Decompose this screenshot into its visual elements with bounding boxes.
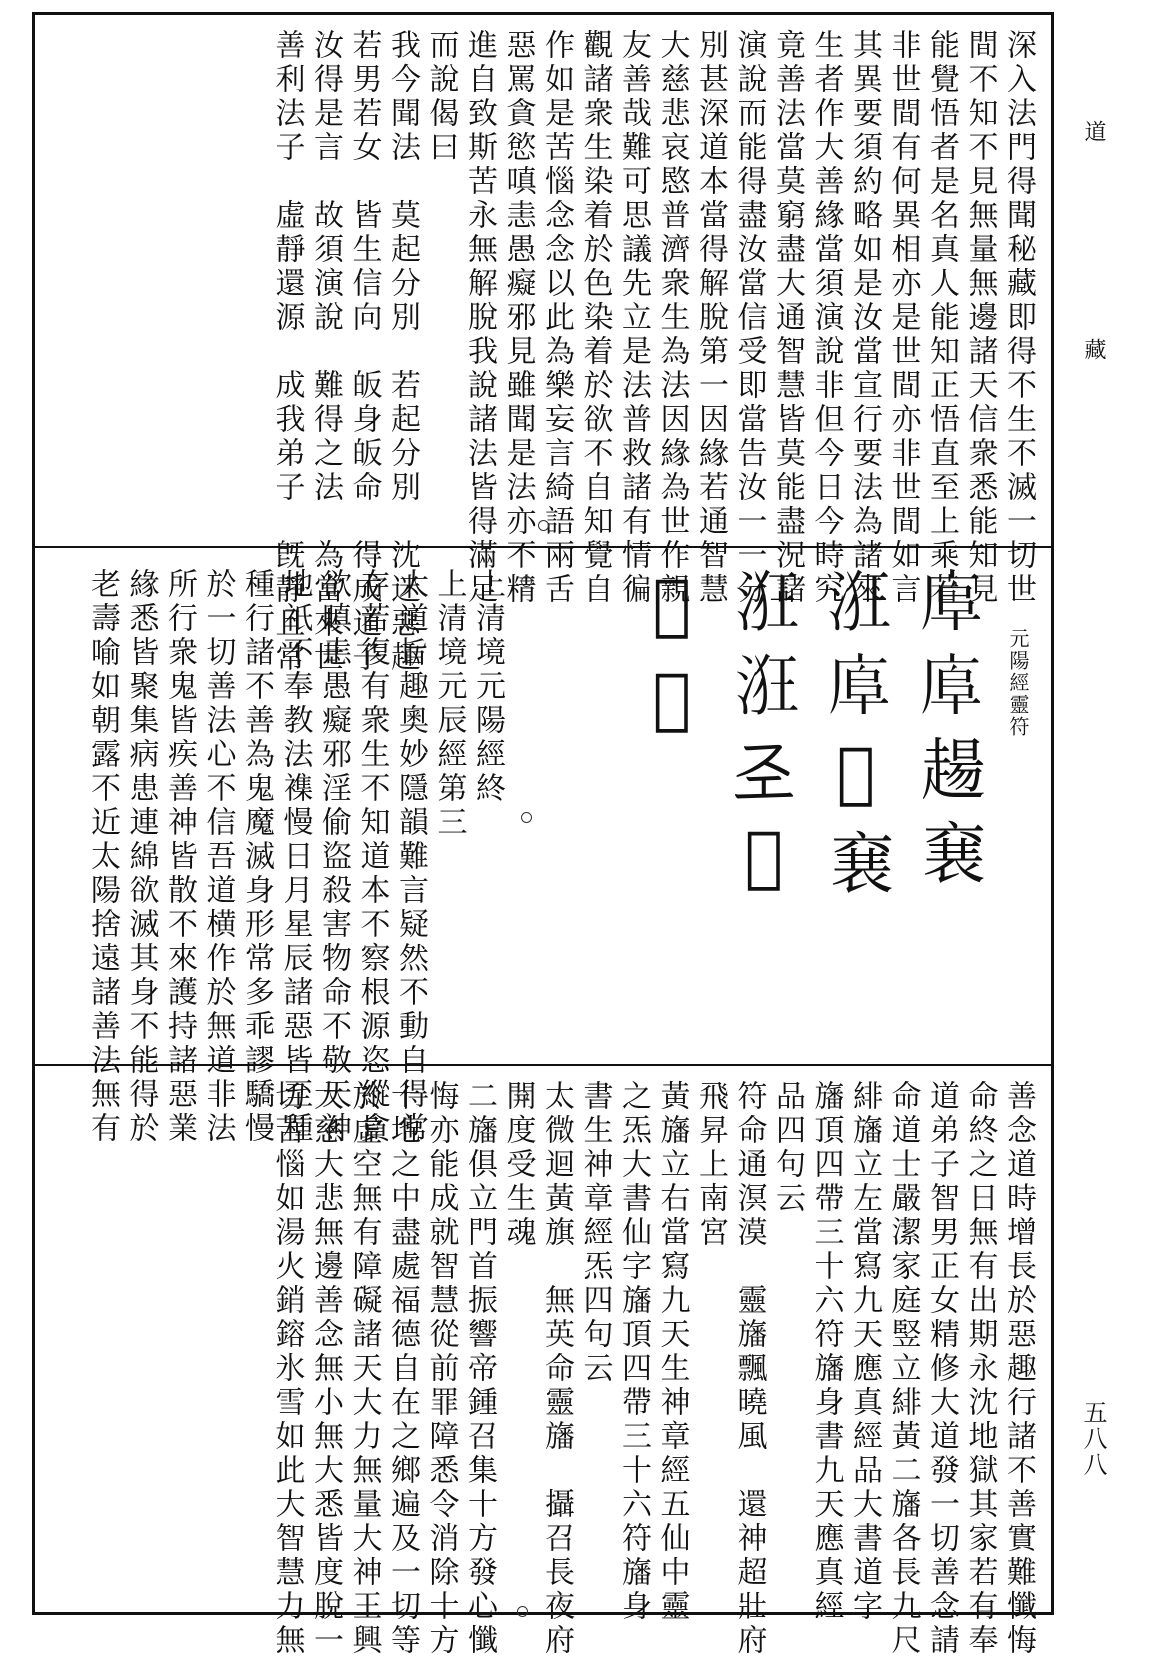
text-column: 存若復有衆生不知道本不察根源恣縱貪 bbox=[354, 568, 390, 1146]
talisman-glyph: 𣴥 bbox=[819, 566, 893, 634]
text-column: 命終之日無有出期永沈地獄其家若有奉 bbox=[962, 1080, 998, 1658]
text-column: 上清境元陽經終 bbox=[470, 568, 505, 806]
text-column: 開度受生魂 bbox=[500, 1080, 536, 1250]
panel-middle bbox=[35, 548, 1051, 1146]
page-frame bbox=[32, 12, 1054, 1658]
text-column: 觀諸衆生染着於色染着於欲不自知覺自 bbox=[577, 29, 613, 607]
text-column: 之炁大書仙字旛頂四帶三十六符旛身 bbox=[616, 1080, 651, 1624]
text-column: 善利法子 虛靜還源 成我弟子 旣靜且常 bbox=[269, 29, 305, 675]
panel-middle-text bbox=[45, 568, 506, 1146]
text-column: 切苦惱如湯火銷鎔氷雪如此大智慧力無 bbox=[269, 1080, 305, 1658]
talisman-glyph: 𢀖 bbox=[727, 734, 801, 802]
text-column: 旛頂四帶三十六符旛身書九天應真經 bbox=[808, 1080, 844, 1624]
talisman-glyphs bbox=[626, 558, 994, 1058]
text-column: 友善哉難可思議先立是法普救諸有情徧 bbox=[616, 29, 651, 607]
text-column: 二旛俱立門首振響帝鍾召集十方發心懺 bbox=[462, 1080, 497, 1658]
text-column: 大道旨趣奧妙隱韻難言疑然不動自得常 bbox=[393, 568, 428, 1146]
text-column: 命道士嚴潔家庭竪立緋黃二旛各長九尺 bbox=[885, 1080, 921, 1658]
text-column: 大慈悲哀愍普濟衆生為法因緣為世作親 bbox=[654, 29, 690, 607]
talisman-glyph: 𣶨 bbox=[635, 660, 709, 738]
talisman-glyph: 𣴥 bbox=[727, 566, 801, 634]
text-column: 其異要須約略如是汝當宣行要法為諸來 bbox=[847, 29, 882, 607]
text-column: 於虛空無有障礙諸天大力無量大神王興 bbox=[346, 1080, 382, 1658]
talisman-column bbox=[810, 558, 902, 1058]
text-column: 飛昇上南宮 bbox=[693, 1080, 728, 1250]
text-column: 緋旛立左當寫九天應真經品大書道字 bbox=[847, 1080, 882, 1624]
talisman-column bbox=[902, 558, 994, 1058]
page-number: 五八八 bbox=[1079, 1400, 1107, 1478]
text-column: 悔亦能成就智慧從前罪障悉令消除十方 bbox=[423, 1080, 459, 1658]
text-column: 間不知不見無量無邊諸天信衆悉能知見 bbox=[962, 29, 998, 607]
talisman-glyph: 𢉷 bbox=[819, 734, 893, 812]
text-column: 十地之中盡處福德自在之鄉遍及一切等 bbox=[385, 1080, 420, 1658]
text-column: 大慈大悲無邊善念無小無大悉皆度脫一 bbox=[308, 1080, 343, 1658]
text-column: 能覺悟者是名真人能知正悟直至上乘若 bbox=[924, 29, 959, 607]
text-column: 品四句云 bbox=[770, 1080, 805, 1216]
text-column: 竟善法當莫窮盡大通智慧皆莫能盡況諸 bbox=[770, 29, 805, 607]
talisman-glyph: 𢈹 bbox=[911, 566, 985, 634]
text-column: 黃旛立右當寫九天生神章經五仙中靈 bbox=[654, 1080, 690, 1624]
collation-mark bbox=[538, 520, 549, 531]
text-column: 種行諸不善為鬼魔滅身形常多乖謬驕慢 bbox=[239, 568, 274, 1146]
collation-mark bbox=[517, 1090, 528, 1101]
talisman-glyph: 㐮 bbox=[819, 828, 893, 896]
margin-collection-char: 道 bbox=[1081, 120, 1106, 144]
text-column: 所行衆鬼皆疾善神皆散不來護持諸惡業 bbox=[162, 568, 197, 1146]
talisman-glyph: 𧼮 bbox=[911, 734, 985, 802]
text-column: 非世間有何異相亦是世間亦非世間如言 bbox=[885, 29, 921, 607]
text-column: 書生神章經炁四句云 bbox=[577, 1080, 613, 1386]
talisman-glyph: 𢈹 bbox=[819, 650, 893, 718]
text-column: 太微迴黃旗 無英命靈旛 攝召長夜府 bbox=[539, 1080, 574, 1658]
text-column: 進自致斯苦永無解脫我說諸法皆得滿足 bbox=[462, 29, 497, 607]
text-column: 若男若女 皆生信向 皈身皈命 得成道子 bbox=[346, 29, 382, 675]
talisman-glyph: 𣶨 bbox=[635, 566, 709, 644]
collation-mark bbox=[521, 576, 532, 587]
talisman-glyph: 𣴥 bbox=[727, 650, 801, 718]
text-column: 善念道時增長於惡趣行諸不善實難懺悔 bbox=[1001, 1080, 1036, 1658]
talisman-glyph: 𢉷 bbox=[727, 818, 801, 896]
text-column: 而說偈曰 bbox=[423, 29, 459, 165]
text-column: 地祇不奉教法襍慢日月星辰諸惡皆至種 bbox=[277, 568, 313, 1146]
text-column: 惡罵貪慾嗔恚愚癡邪見雖聞是法亦不精 bbox=[500, 29, 536, 607]
text-column: 別甚深道本當得解脫第一因緣若通智慧 bbox=[693, 29, 728, 607]
talisman-block bbox=[513, 558, 1033, 1058]
margin-collection-char-2: 藏 bbox=[1081, 338, 1106, 362]
panel-bottom-text bbox=[45, 1080, 1037, 1658]
text-column: 作如是苦惱念念以此為樂妄言綺語兩舌 bbox=[539, 29, 574, 607]
text-column: 道弟子智男正女精修大道發一切善念請 bbox=[924, 1080, 959, 1658]
text-column: 演說而能得盡汝當信受即當告汝一一分 bbox=[731, 29, 767, 607]
collation-mark bbox=[517, 1606, 528, 1617]
text-column: 我今聞法 莫起分別 若起分別 沈迷惡趣 bbox=[385, 29, 420, 675]
panel-top bbox=[35, 15, 1051, 675]
text-column: 欲瞋恚愚癡邪淫偷盜殺害物命不敬天神 bbox=[316, 568, 351, 1146]
text-column: 上清境元辰經第三 bbox=[431, 568, 467, 840]
talisman-glyph: 㐮 bbox=[911, 818, 985, 886]
collation-mark bbox=[521, 812, 532, 823]
text-column: 符命通溟漠 靈旛飄曉風 還神超壯府 bbox=[731, 1080, 767, 1658]
text-column: 老壽喻如朝露不近太陽捨遠諸善法無有 bbox=[85, 568, 120, 1146]
panel-bottom bbox=[35, 1066, 1051, 1658]
text-column: 汝得是言 故須演說 難得之法 為當來世 bbox=[308, 29, 343, 675]
text-column: 緣悉皆聚集病患連綿欲滅其身不能得於 bbox=[123, 568, 159, 1146]
talisman-column bbox=[626, 558, 718, 1058]
text-column: 深入法門得聞秘藏即得不生不滅一切世 bbox=[1001, 29, 1036, 607]
text-column: 生者作大善緣當須演說非但今日今時究 bbox=[808, 29, 844, 607]
talisman-title: 元陽經靈符 bbox=[1006, 628, 1030, 738]
talisman-glyph: 𢈹 bbox=[911, 650, 985, 718]
panel-top-text bbox=[45, 29, 1037, 675]
text-column: 於一切善法心不信吾道横作於無道非法 bbox=[200, 568, 236, 1146]
talisman-column bbox=[718, 558, 810, 1058]
